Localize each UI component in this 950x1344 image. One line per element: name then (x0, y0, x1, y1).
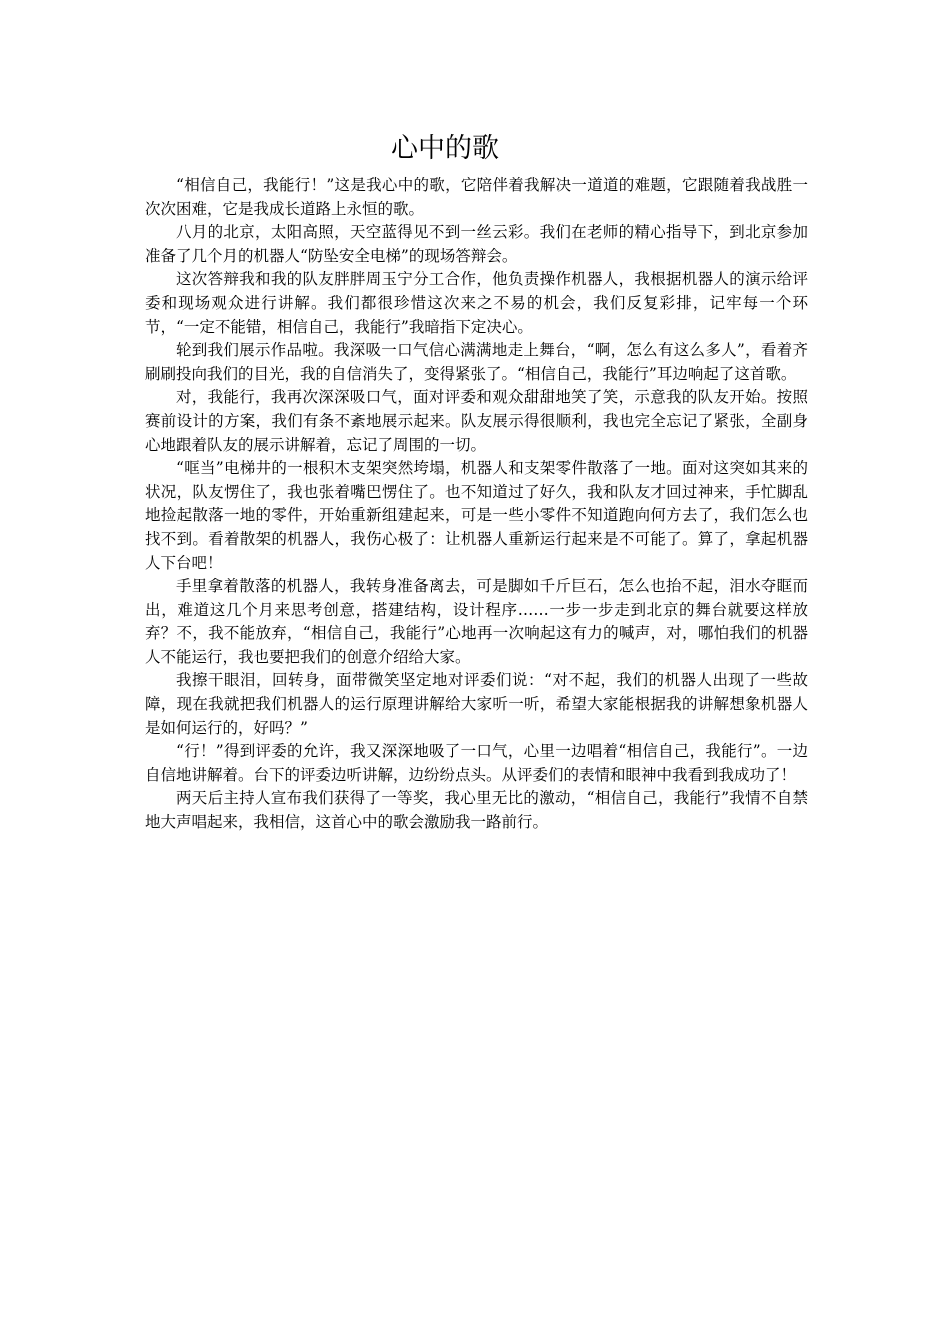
paragraph: “相信自己，我能行！”这是我心中的歌，它陪伴着我解决一道道的难题，它跟随着我战胜一次次困难，它是我成长道路上永恒的歌。 (145, 176, 808, 218)
paragraph: 对，我能行，我再次深深吸口气，面对评委和观众甜甜地笑了笑，示意我的队友开始。按照赛前设计的方案，我们有条不紊地展示起来。队友展示得很顺利，我也完全忘记了紧张，全副身心地跟着队友的展示讲解着，忘记了周围的一切。 (145, 388, 808, 454)
paragraph: 八月的北京，太阳高照，天空蓝得见不到一丝云彩。我们在老师的精心指导下，到北京参加准备了几个月的机器人“防坠安全电梯”的现场答辩会。 (145, 223, 808, 265)
paragraph: 我擦干眼泪，回转身，面带微笑坚定地对评委们说：“对不起，我们的机器人出现了一些故障，现在我就把我们机器人的运行原理讲解给大家听一听，希望大家能根据我的讲解想象机器人是如何运行的，好吗？” (145, 671, 808, 737)
paragraph: “哐当”电梯井的一根积木支架突然垮塌，机器人和支架零件散落了一地。面对这突如其来的状况，队友愣住了，我也张着嘴巴愣住了。也不知道过了好久，我和队友才回过神来，手忙脚乱地捡起散落一地的零件，开始重新组建起来，可是一些小零件不知道跑向何方去了，我们怎么也找不到。看着散架的机器人，我伤心极了：让机器人重新运行起来是不可能了。算了，拿起机器人下台吧！ (145, 459, 808, 572)
paragraph: 轮到我们展示作品啦。我深吸一口气信心满满地走上舞台，“啊，怎么有这么多人”，看着齐刷刷投向我们的目光，我的自信消失了，变得紧张了。“相信自己，我能行”耳边响起了这首歌。 (145, 341, 808, 383)
document-title: 心中的歌 (391, 133, 499, 164)
paragraph: “行！”得到评委的允许，我又深深地吸了一口气，心里一边唱着“相信自己，我能行”。一边自信地讲解着。台下的评委边听讲解，边纷纷点头。从评委们的表情和眼神中我看到我成功了！ (145, 742, 808, 784)
paragraph: 两天后主持人宣布我们获得了一等奖，我心里无比的激动，“相信自己，我能行”我情不自禁地大声唱起来，我相信，这首心中的歌会激励我一路前行。 (145, 789, 808, 832)
document-body (145, 174, 808, 835)
paragraph: 这次答辩我和我的队友胖胖周玉宁分工合作，他负责操作机器人，我根据机器人的演示给评委和现场观众进行讲解。我们都很珍惜这次来之不易的机会，我们反复彩排，记牢每一个环节，“一定不能错，相信自己，我能行”我暗指下定决心。 (145, 270, 808, 336)
paragraph: 手里拿着散落的机器人，我转身准备离去，可是脚如千斤巨石，怎么也抬不起，泪水夺眶而出，难道这几个月来思考创意，搭建结构，设计程序……一步一步走到北京的舞台就要这样放弃？不，我不能放弃，“相信自己，我能行”心地再一次响起这有力的喊声，对，哪怕我们的机器人不能运行，我也要把我们的创意介绍给大家。 (145, 577, 808, 666)
